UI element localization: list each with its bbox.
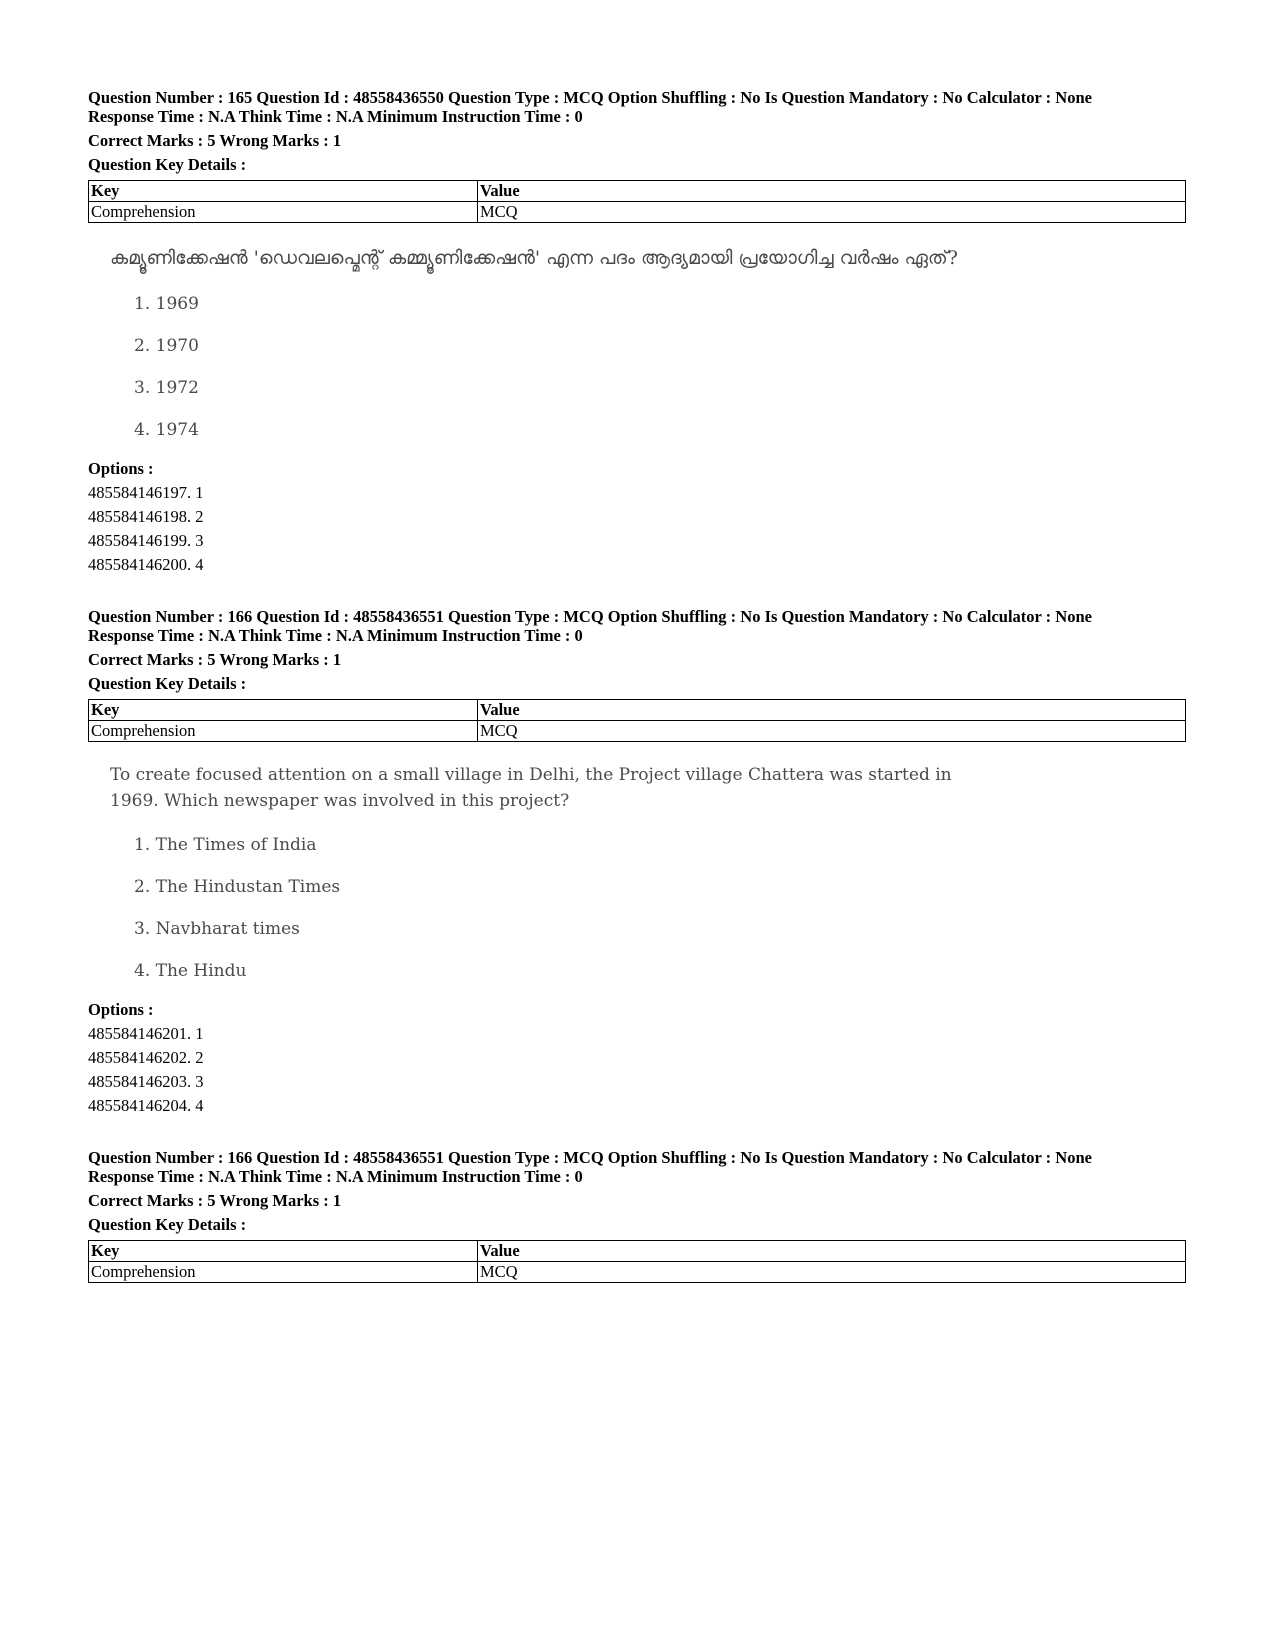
key-details-label: Question Key Details : [88, 1215, 247, 1234]
table-header-row [89, 700, 1186, 721]
key-details-table [88, 1240, 1186, 1283]
key-details-label: Question Key Details : [88, 674, 247, 693]
question-meta-line: Question Number : 166 Question Id : 48558436551 Question Type : MCQ Option Shuffling : No Is Question Mandatory : No Calculator : None [88, 607, 1092, 626]
question-image [110, 762, 1186, 982]
option-item: 485584146200. 4 [88, 555, 204, 574]
options-label: Options : [88, 459, 154, 478]
choice-item: 4. 1974 [134, 420, 199, 440]
option-item: 485584146199. 3 [88, 531, 204, 550]
question-text: To create focused attention on a small village in Delhi, the Project village Chattera was started in 1969. Which newspaper was involved in this project? [110, 765, 952, 811]
choice-item: 2. 1970 [134, 336, 199, 356]
question-block-166 [88, 607, 1186, 1116]
key-details-table [88, 180, 1186, 223]
table-cell-value: MCQ [477, 721, 1185, 742]
table-cell-key: Comprehension [89, 202, 478, 223]
table-cell-value: MCQ [477, 202, 1185, 223]
option-item: 485584146203. 3 [88, 1072, 204, 1091]
choice-item: 3. 1972 [134, 378, 199, 398]
question-timing-line: Response Time : N.A Think Time : N.A Minimum Instruction Time : 0 [88, 107, 583, 126]
table-header-row [89, 181, 1186, 202]
option-item: 485584146202. 2 [88, 1048, 204, 1067]
option-item: 485584146197. 1 [88, 483, 204, 502]
option-item: 485584146204. 4 [88, 1096, 204, 1115]
table-header-key: Key [89, 700, 478, 721]
choice-item: 4. The Hindu [134, 961, 247, 981]
choice-item: 1. 1969 [134, 294, 199, 314]
document-page [88, 88, 1186, 1315]
marks-line: Correct Marks : 5 Wrong Marks : 1 [88, 650, 342, 669]
key-details-table [88, 699, 1186, 742]
table-header-key: Key [89, 1241, 478, 1262]
question-text: കമ്യൂണിക്കേഷൻ 'ഡെവലപ്മെന്റ് കമ്മ്യൂണിക്കേഷൻ' എന്ന പദം ആദ്യമായി പ്രയോഗിച്ച വർഷം ഏത്? [110, 247, 958, 269]
table-row [89, 1262, 1186, 1283]
table-row [89, 721, 1186, 742]
question-meta-line: Question Number : 166 Question Id : 48558436551 Question Type : MCQ Option Shuffling : No Is Question Mandatory : No Calculator : None [88, 1148, 1092, 1167]
table-header-row [89, 1241, 1186, 1262]
option-item: 485584146198. 2 [88, 507, 204, 526]
choice-item: 1. The Times of India [134, 835, 317, 855]
table-cell-value: MCQ [477, 1262, 1185, 1283]
question-timing-line: Response Time : N.A Think Time : N.A Minimum Instruction Time : 0 [88, 626, 583, 645]
marks-line: Correct Marks : 5 Wrong Marks : 1 [88, 131, 342, 150]
table-row [89, 202, 1186, 223]
table-header-value: Value [477, 181, 1185, 202]
table-header-value: Value [477, 700, 1185, 721]
question-image [110, 243, 1186, 441]
table-cell-key: Comprehension [89, 721, 478, 742]
question-timing-line: Response Time : N.A Think Time : N.A Minimum Instruction Time : 0 [88, 1167, 583, 1186]
marks-line: Correct Marks : 5 Wrong Marks : 1 [88, 1191, 342, 1210]
choice-item: 3. Navbharat times [134, 919, 300, 939]
key-details-label: Question Key Details : [88, 155, 247, 174]
options-label: Options : [88, 1000, 154, 1019]
option-item: 485584146201. 1 [88, 1024, 204, 1043]
table-header-value: Value [477, 1241, 1185, 1262]
question-block-165 [88, 88, 1186, 575]
table-cell-key: Comprehension [89, 1262, 478, 1283]
question-block-166-repeat [88, 1148, 1186, 1283]
choice-item: 2. The Hindustan Times [134, 877, 341, 897]
question-meta-line: Question Number : 165 Question Id : 48558436550 Question Type : MCQ Option Shuffling : No Is Question Mandatory : No Calculator : None [88, 88, 1092, 107]
table-header-key: Key [89, 181, 478, 202]
